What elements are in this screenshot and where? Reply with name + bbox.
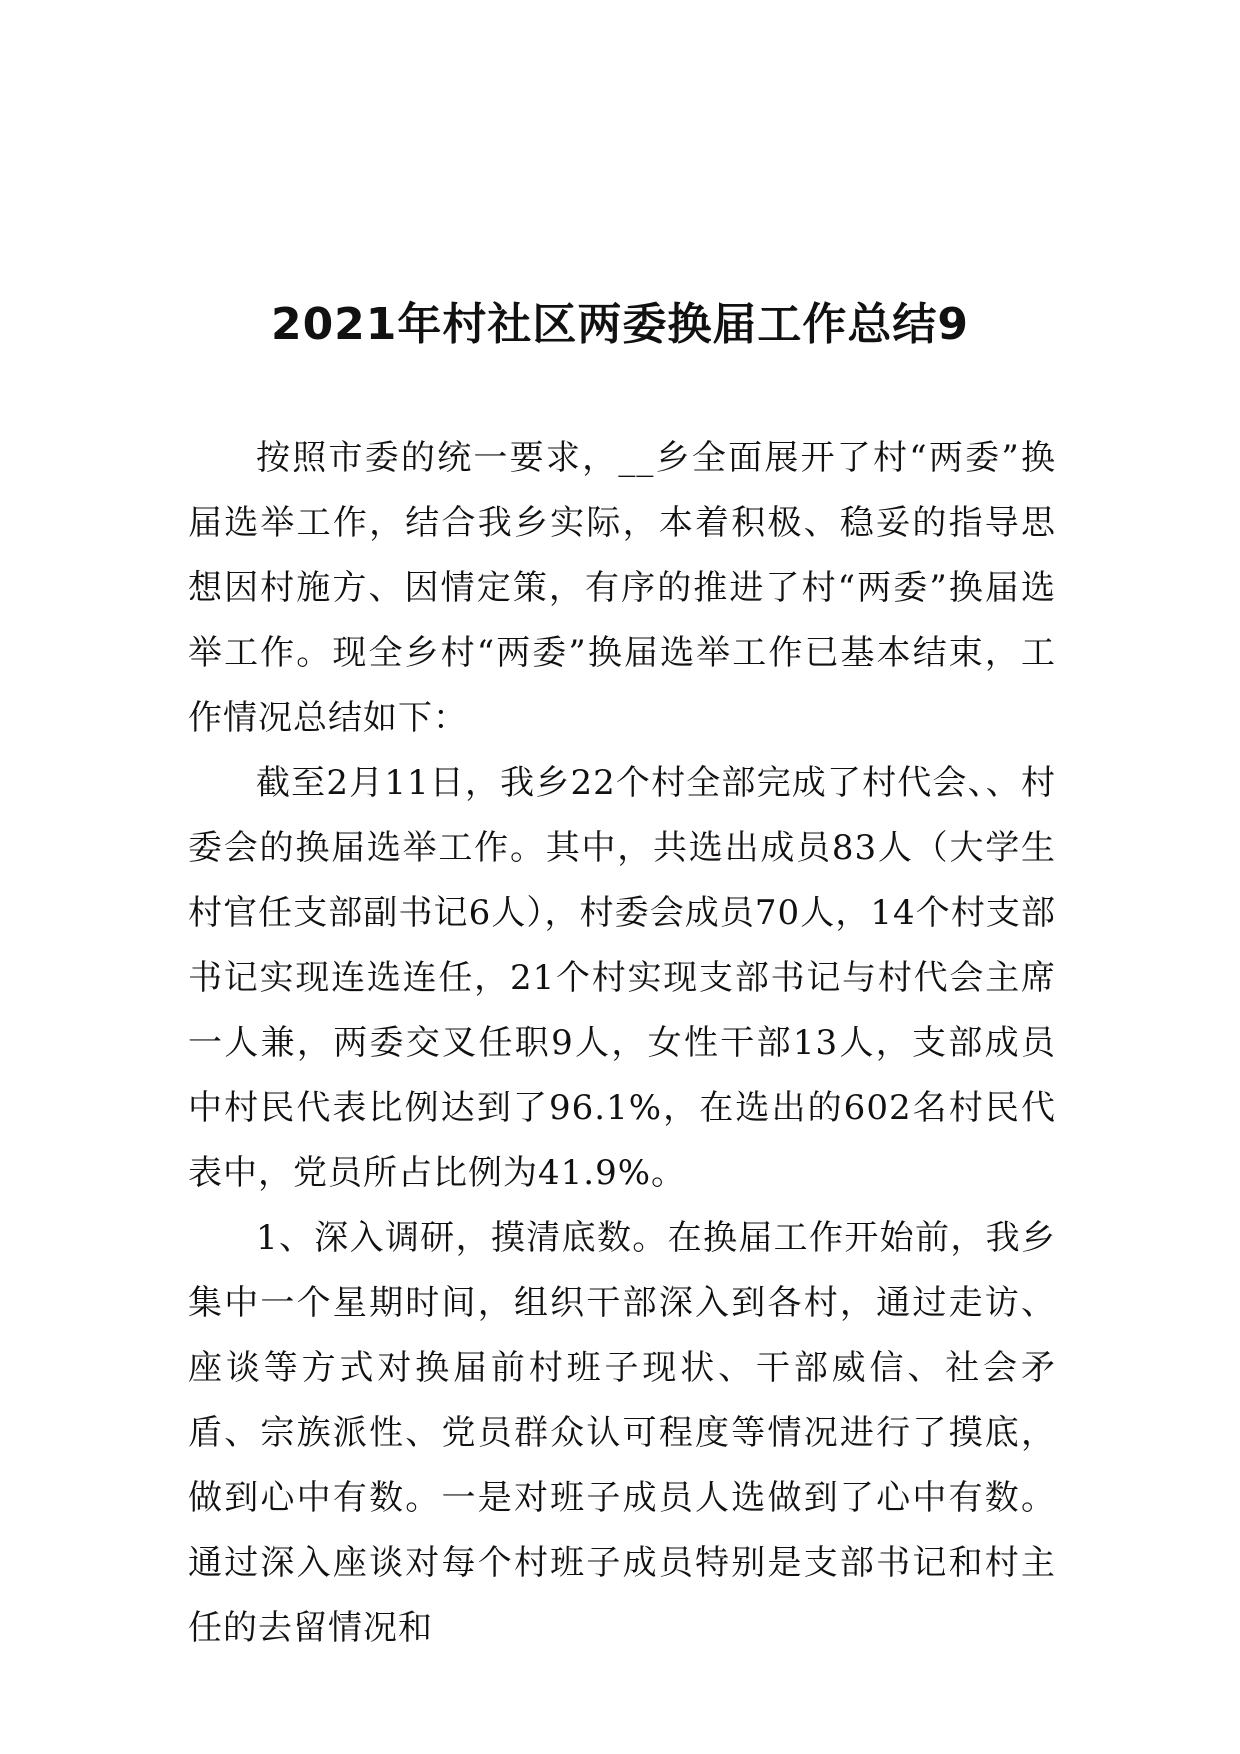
paragraph-intro: 按照市委的统一要求，__乡全面展开了村“两委”换届选举工作，结合我乡实际，本着积极、稳妥的指导思想因村施方、因情定策，有序的推进了村“两委”换届选举工作。现全乡村“两委”换届选举工作已基本结束，工作情况总结如下： [188, 438, 1056, 738]
document-body [188, 426, 1056, 1661]
paragraph-research: 1、深入调研，摸清底数。在换届工作开始前，我乡集中一个星期时间，组织干部深入到各村，通过走访、座谈等方式对换届前村班子现状、干部威信、社会矛盾、宗族派性、党员群众认可程度等情况进行了摸底，做到心中有数。一是对班子成员人选做到了心中有数。通过深入座谈对每个村班子成员特别是支部书记和村主任的去留情况和 [188, 1218, 1056, 1648]
paragraph-results: 截至2月11日，我乡22个村全部完成了村代会、、村委会的换届选举工作。其中，共选出成员83人（大学生村官任支部副书记6人），村委会成员70人，14个村支部书记实现连选连任，21个村实现支部书记与村代会主席一人兼，两委交叉任职9人，女性干部13人，支部成员中村民代表比例达到了96.1%，在选出的602名村民代表中，党员所占比例为41.9%。 [188, 763, 1056, 1193]
document-title: 2021年村社区两委换届工作总结9 [270, 299, 970, 350]
